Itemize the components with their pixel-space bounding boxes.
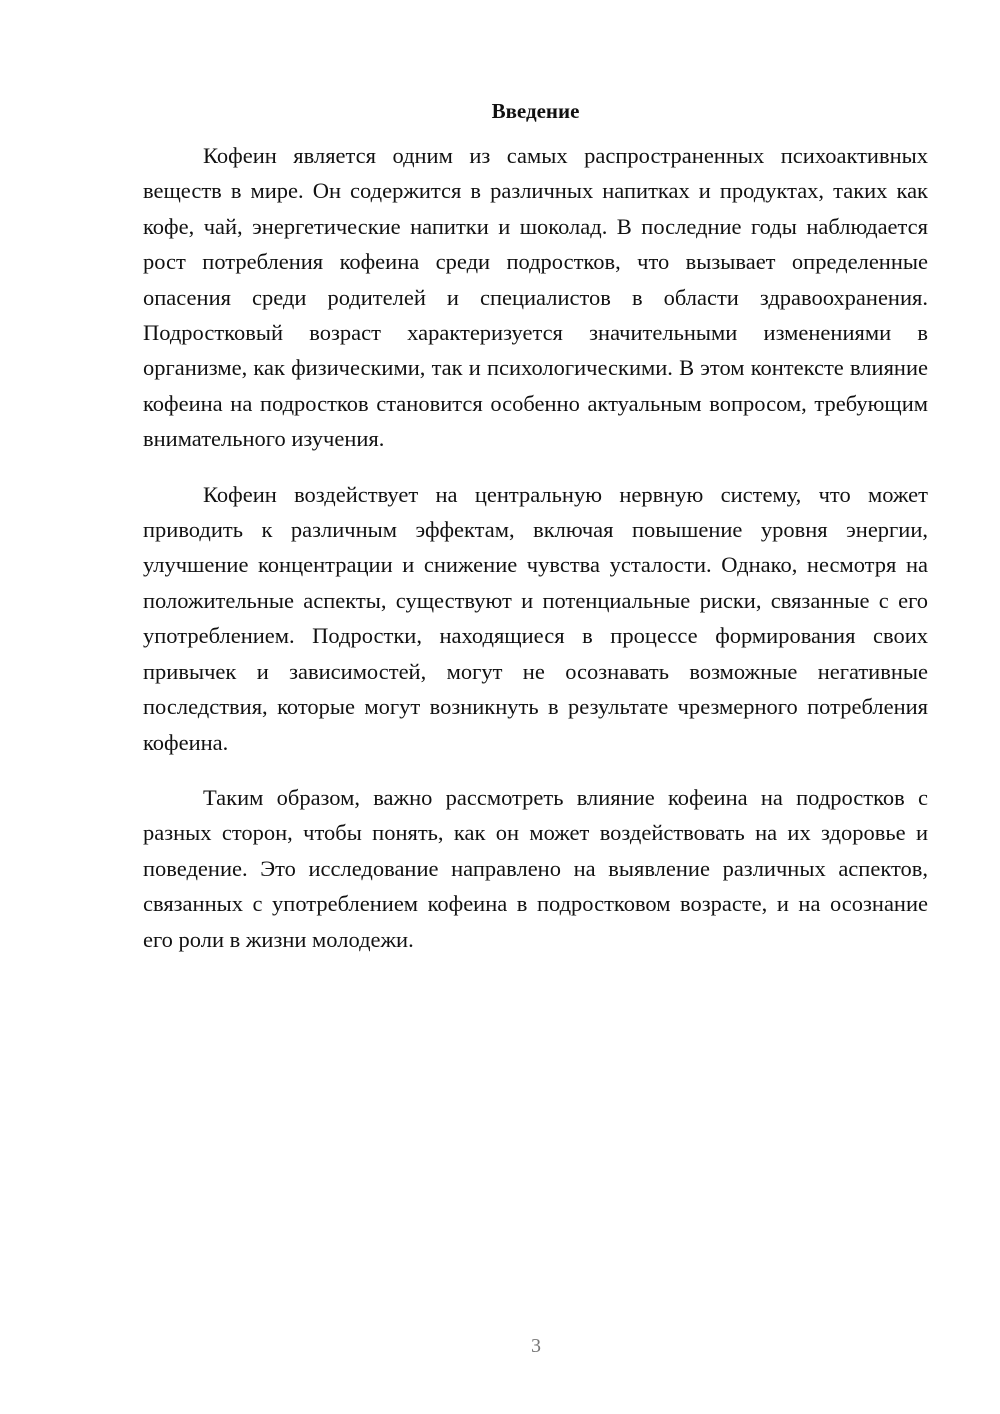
page-number: 3 bbox=[531, 1335, 541, 1357]
section-heading: Введение bbox=[491, 99, 580, 123]
paragraph-3: Таким образом, важно рассмотреть влияние кофеина на подростков с разных сторон, чтобы понять, как он может воздействовать на их здоровье и поведение. Это исследование направлено на выявление различных аспектов, связанных с употреблением кофеина в подростковом возрасте, и на осознание его роли в жизни молодежи. bbox=[143, 784, 928, 952]
paragraph-1: Кофеин является одним из самых распространенных психоактивных веществ в мире. Он содержится в различных напитках и продуктах, таких как кофе, чай, энергетические напитки и шоколад. В последние годы наблюдается рост потребления кофеина среди подростков, что вызывает определенные опасения среди родителей и специалистов в области здравоохранения. Подростковый возраст характеризуется значительными изменениями в организме, как физическими, так и психологическими. В этом контексте влияние кофеина на подростков становится особенно актуальным вопросом, требующим внимательного изучения. bbox=[143, 143, 928, 452]
page-content bbox=[143, 96, 928, 977]
paragraph-2: Кофеин воздействует на центральную нервную систему, что может приводить к различным эффектам, включая повышение уровня энергии, улучшение концентрации и снижение чувства усталости. Однако, несмотря на положительные аспекты, существуют и потенциальные риски, связанные с его употреблением. Подростки, находящиеся в процессе формирования своих привычек и зависимостей, могут не осознавать возможные негативные последствия, которые могут возникнуть в результате чрезмерного потребления кофеина. bbox=[143, 481, 928, 755]
